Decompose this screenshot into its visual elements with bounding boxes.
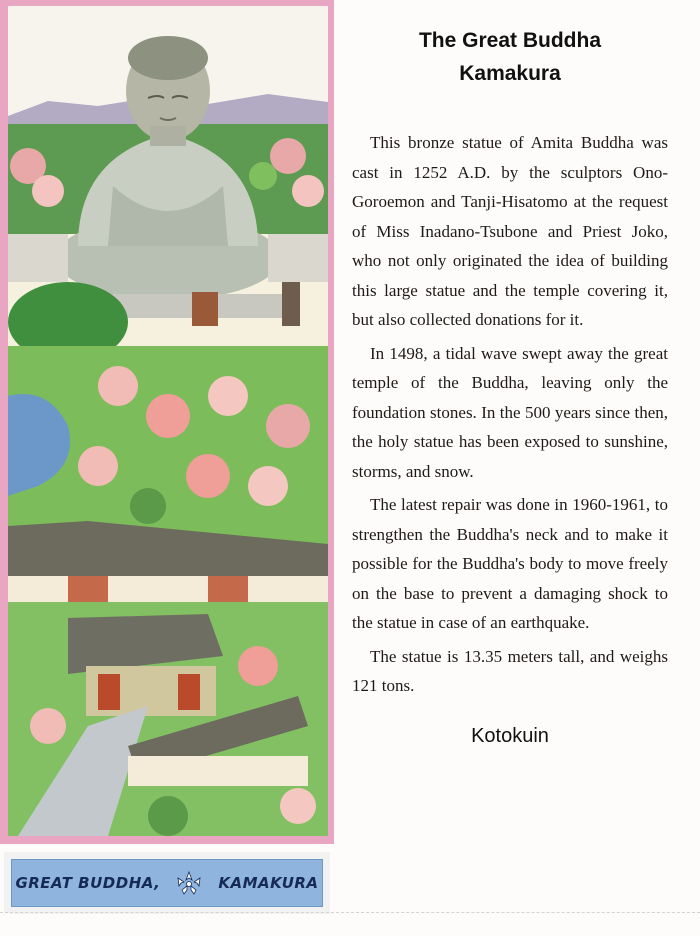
paragraph-history: This bronze statue of Amita Buddha was cast in 1252 A.D. by the sculptors Ono-Goroemon and Tanji-Hisatomo at the request of Miss Inadano-Tsubone and Priest Joko, who not only originated the idea of building this large statue and the temple covering it, but also collected donations for it. bbox=[352, 133, 668, 329]
title-line-1: The Great Buddha bbox=[418, 29, 602, 52]
bamboo-crest-icon bbox=[170, 868, 208, 898]
paragraph-tidal-wave: In 1498, a tidal wave swept away the great temple of the Buddha, leaving only the foundation stones. In the 500 years since then, the holy statue has been exposed to sunshine, storms, and snow. bbox=[352, 343, 668, 481]
title-line-2: Kamakura bbox=[459, 62, 561, 85]
label-band bbox=[11, 859, 323, 907]
illustration-frame bbox=[0, 0, 334, 844]
label-left-text: GREAT BUDDHA, bbox=[15, 874, 161, 892]
text-column bbox=[352, 24, 668, 748]
great-buddha-illustration bbox=[8, 6, 328, 836]
paragraph-dimensions: The statue is 13.35 meters tall, and weighs 121 tons. bbox=[352, 646, 668, 695]
label-strip bbox=[4, 852, 330, 914]
torn-edge bbox=[0, 912, 700, 917]
temple-signature: Kotokuin bbox=[471, 724, 549, 747]
paragraph-repair: The latest repair was done in 1960-1961, to strengthen the Buddha's neck and to make it possible for the Buddha's body to move freely on the base to prevent a damaging shock to the statue in case of an earthquake. bbox=[352, 495, 668, 632]
label-right-text: KAMAKURA bbox=[218, 874, 319, 892]
page-title bbox=[352, 24, 668, 90]
